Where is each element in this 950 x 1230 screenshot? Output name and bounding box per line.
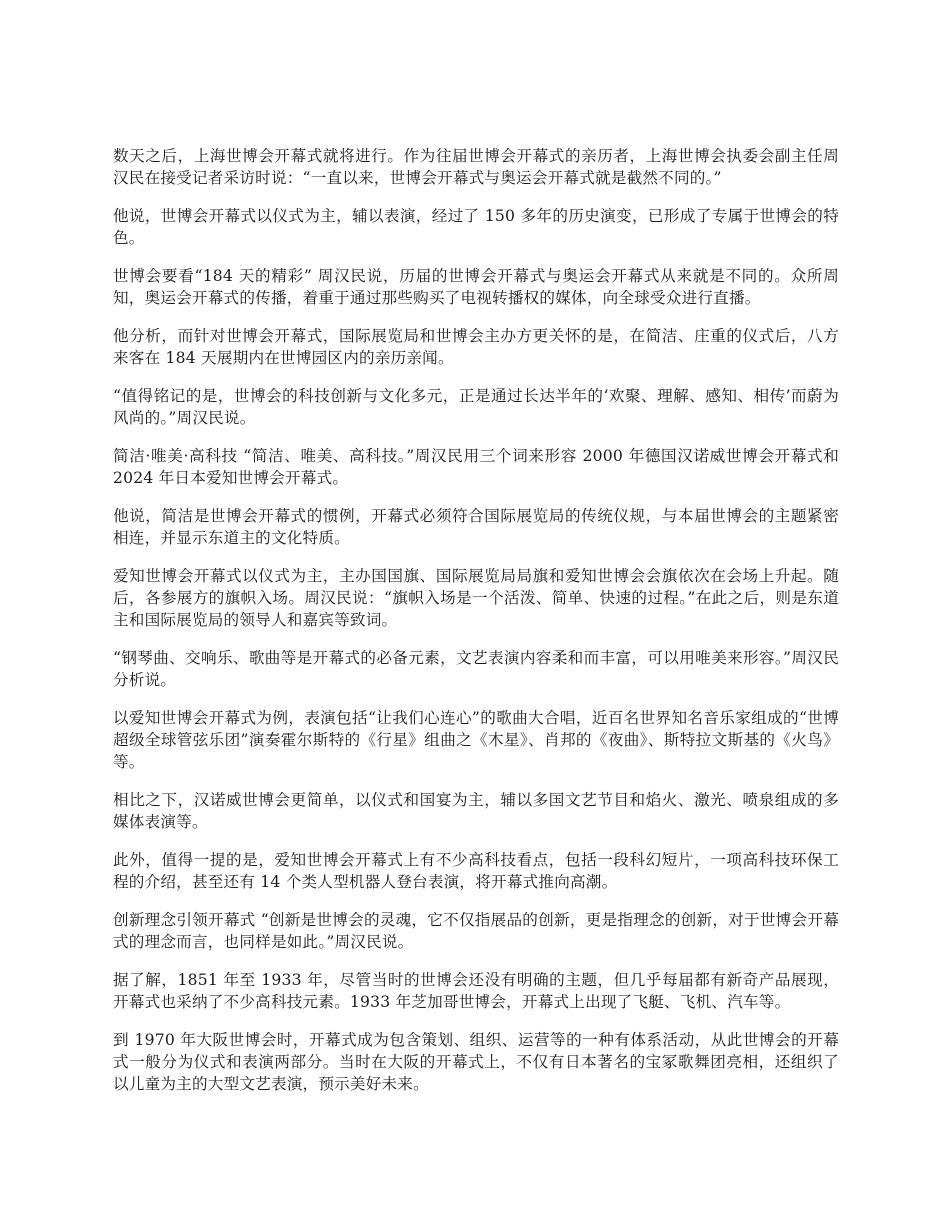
paragraph-15: 到 1970 年大阪世博会时，开幕式成为包含策划、组织、运营等的一种有体系活动，从此世博会的开幕式一般分为仪式和表演两部分。当时在大阪的开幕式上，不仅有日本著名的宝冢歌舞团亮相，还组织了以儿童为主的大型文艺表演，预示美好未来。: [113, 1031, 839, 1093]
paragraph-13: 创新理念引领开幕式 “创新是世博会的灵魂，它不仅指展品的创新，更是指理念的创新，对于世博会开幕式的理念而言，也同样是如此。”周汉民说。: [113, 911, 839, 951]
paragraph-9: “钢琴曲、交响乐、歌曲等是开幕式的必备元素，文艺表演内容柔和而丰富，可以用唯美来形容。”周汉民分析说。: [113, 649, 839, 689]
paragraph-8: 爱知世博会开幕式以仪式为主，主办国国旗、国际展览局局旗和爱知世博会会旗依次在会场上升起。随后，各参展方的旗帜入场。周汉民说：“旗帜入场是一个活泼、简单、快速的过程。”在此之后，则是东道主和国际展览局的领导人和嘉宾等致词。: [113, 567, 839, 629]
paragraph-14: 据了解，1851 年至 1933 年，尽管当时的世博会还没有明确的主题，但几乎每届都有新奇产品展现，开幕式也采纳了不少高科技元素。1933 年芝加哥世博会，开幕式上出现了飞艇、飞机、汽车等。: [113, 971, 839, 1011]
paragraph-12: 此外，值得一提的是，爱知世博会开幕式上有不少高科技看点，包括一段科幻短片，一项高科技环保工程的介绍，甚至还有 14 个类人型机器人登台表演，将开幕式推向高潮。: [113, 851, 839, 891]
paragraph-5: “值得铭记的是，世博会的科技创新与文化多元，正是通过长达半年的‘欢聚、理解、感知、相传’而蔚为风尚的。”周汉民说。: [113, 387, 839, 427]
paragraph-10: 以爱知世博会开幕式为例，表演包括“让我们心连心”的歌曲大合唱，近百名世界知名音乐家组成的“世博超级全球管弦乐团”演奏霍尔斯特的《行星》组曲之《木星》、肖邦的《夜曲》、斯特拉文斯基的《火鸟》等。: [113, 709, 839, 771]
paragraph-2: 他说，世博会开幕式以仪式为主，辅以表演，经过了 150 多年的历史演变，已形成了专属于世博会的特色。: [113, 207, 839, 247]
paragraph-1: 数天之后，上海世博会开幕式就将进行。作为往届世博会开幕式的亲历者，上海世博会执委会副主任周汉民在接受记者采访时说：“一直以来，世博会开幕式与奥运会开幕式就是截然不同的。”: [113, 147, 839, 187]
paragraph-3: 世博会要看“184 天的精彩” 周汉民说，历届的世博会开幕式与奥运会开幕式从来就是不同的。众所周知，奥运会开幕式的传播，着重于通过那些购买了电视转播权的媒体，向全球受众进行直播。: [113, 267, 839, 307]
paragraph-7: 他说，简洁是世博会开幕式的惯例，开幕式必须符合国际展览局的传统仪规，与本届世博会的主题紧密相连，并显示东道主的文化特质。: [113, 507, 839, 547]
paragraph-6: 简洁·唯美·高科技 “简洁、唯美、高科技。”周汉民用三个词来形容 2000 年德国汉诺威世博会开幕式和 2024 年日本爱知世博会开幕式。: [113, 447, 839, 487]
document-body: [113, 145, 839, 1111]
paragraph-11: 相比之下，汉诺威世博会更简单，以仪式和国宴为主，辅以多国文艺节目和焰火、激光、喷泉组成的多媒体表演等。: [113, 791, 839, 831]
paragraph-4: 他分析，而针对世博会开幕式，国际展览局和世博会主办方更关怀的是，在简洁、庄重的仪式后，八方来客在 184 天展期内在世博园区内的亲历亲闻。: [113, 327, 839, 367]
